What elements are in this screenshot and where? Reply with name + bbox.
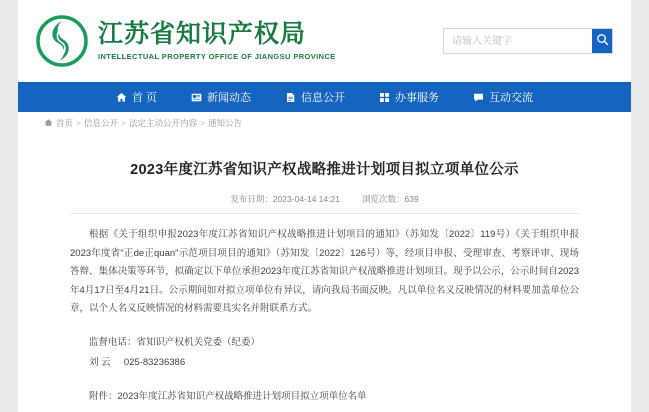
nav-label: 首 页 <box>131 92 158 104</box>
contact-name: 刘 云 <box>89 356 111 368</box>
attachment-line[interactable]: 附件：2023年度江苏省知识产权战略推进计划项目拟立项单位名单 <box>89 391 367 403</box>
search-button[interactable] <box>592 29 612 53</box>
supervision-phone-label: 监督电话：省知识产权机关党委（纪委） <box>89 336 261 348</box>
grid-icon <box>379 92 390 103</box>
nav-item-news[interactable] <box>191 89 251 105</box>
view-count <box>362 193 419 205</box>
nav-label: 办事服务 <box>395 92 440 104</box>
breadcrumb <box>18 112 631 134</box>
jiangsu-ip-logo-icon <box>36 15 88 67</box>
search-box <box>443 28 613 54</box>
publish-date <box>230 193 340 205</box>
contact-block <box>70 333 579 373</box>
breadcrumb-item-0[interactable]: 首页 <box>56 118 74 128</box>
nav-item-interaction[interactable] <box>473 89 533 105</box>
home-small-icon <box>44 118 53 129</box>
publish-date-label: 发布日期： <box>230 194 273 204</box>
breadcrumb-item-2[interactable]: 法定主动公开内容 <box>128 118 197 128</box>
article <box>18 134 631 402</box>
nav-label: 信息公开 <box>301 92 346 104</box>
breadcrumb-separator: > <box>121 118 126 128</box>
nav-item-home[interactable] <box>116 89 157 105</box>
home-icon <box>116 92 127 103</box>
site-header <box>18 0 631 82</box>
nav-item-info-disclosure[interactable] <box>285 89 345 105</box>
news-icon <box>191 92 202 103</box>
breadcrumb-separator: > <box>199 118 205 128</box>
breadcrumb-separator: > <box>76 118 81 128</box>
nav-item-services[interactable] <box>379 89 439 105</box>
article-body <box>70 226 579 319</box>
main-nav <box>18 82 631 112</box>
breadcrumb-item-3[interactable]: 通知公告 <box>207 118 242 128</box>
search-input[interactable] <box>444 29 592 53</box>
page-sheet <box>18 0 631 412</box>
brand-title-en: INTELLECTUAL PROPERTY OFFICE OF JIANGSU PROVINCE <box>98 51 336 61</box>
view-count-label: 浏览次数： <box>361 194 405 204</box>
brand-text <box>98 21 336 61</box>
publish-date-value: 2023-04-14 14:21 <box>272 194 340 204</box>
nav-label: 新闻动态 <box>207 92 252 104</box>
page-title: 2023年度江苏省知识产权战略推进计划项目拟立项单位公示 <box>130 162 519 178</box>
article-paragraph: 根据《关于组织申报2023年度江苏省知识产权战略推进计划项目的通知》（苏知发〔2022〕119号）《关于组织申报2023年度省"正de正quan"示范项目项目的通知》（苏知发〔2022〕126号）等，经项目申报、受理审查、考察评审、现场答辩、集体决策等环节，拟确定以下单位承担2023年度江苏省知识产权战略推进计划项目。现予以公示，公示时间自2023年4月17日至4月21日。公示期间如对拟立项单位有异议，请向我局书面反映。凡以单位名义反映情况的材料要加盖单位公章，以个人名义反映情况的材料需要具实名并附联系方式。 <box>70 229 579 315</box>
breadcrumb-item-1[interactable]: 信息公开 <box>83 118 118 128</box>
view-count-value: 639 <box>404 194 419 204</box>
search-icon <box>596 33 609 49</box>
article-meta <box>70 193 579 214</box>
chat-icon <box>473 92 484 103</box>
contact-line <box>70 353 579 373</box>
site-logo[interactable] <box>36 15 336 67</box>
contact-phone: 025-83236386 <box>123 356 186 368</box>
nav-label: 互动交流 <box>489 92 534 104</box>
document-icon <box>285 92 296 103</box>
brand-title-cn: 江苏省知识产权局 <box>98 21 307 49</box>
